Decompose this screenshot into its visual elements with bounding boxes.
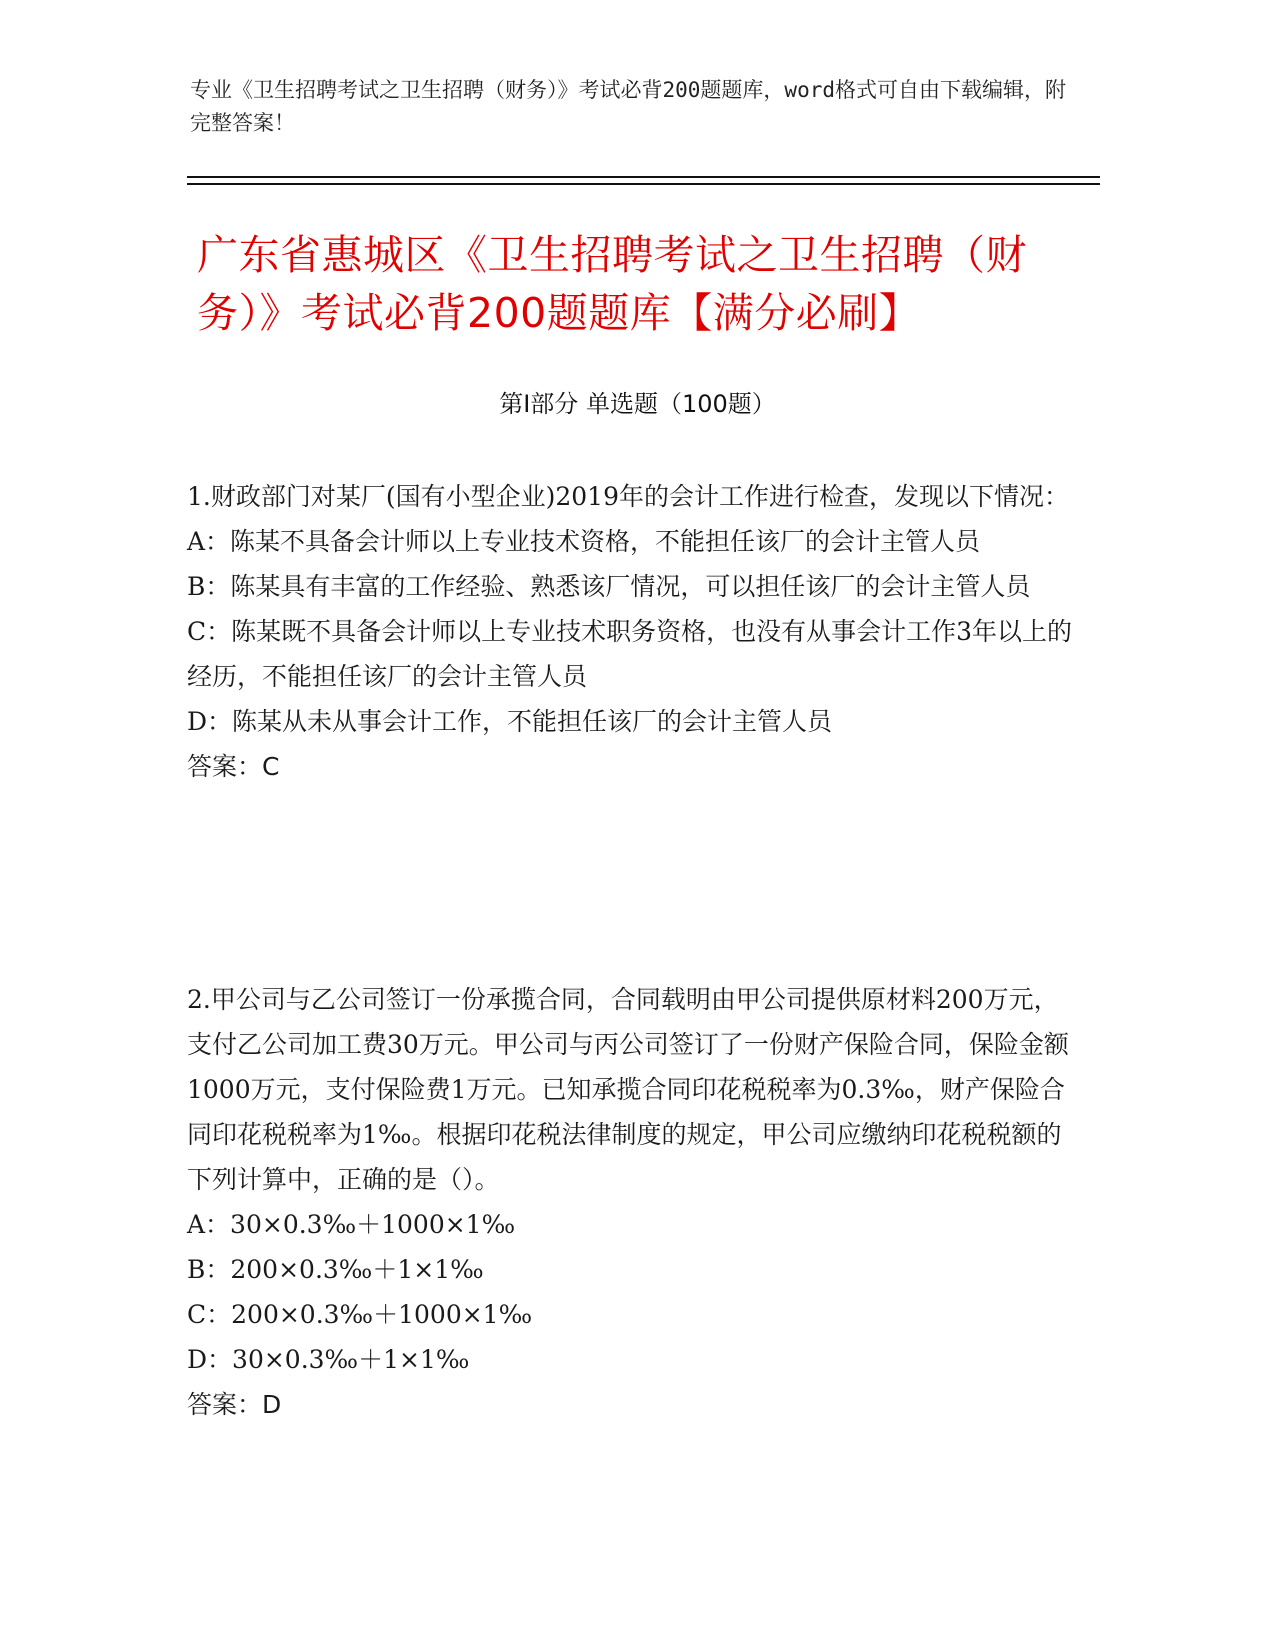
option-c: C：陈某既不具备会计师以上专业技术职务资格，也没有从事会计工作3年以上的经历，不能担任该厂的会计主管人员 [187,617,1073,691]
answer: 答案：C [187,752,280,781]
question-2 [187,977,1077,1427]
option-a: A：陈某不具备会计师以上专业技术资格，不能担任该厂的会计主管人员 [187,527,981,556]
document-title: 广东省惠城区《卫生招聘考试之卫生招聘（财务）》考试必背200题题库【满分必刷】 [197,231,1027,337]
question-stem: 2.甲公司与乙公司签订一份承揽合同，合同载明由甲公司提供原材料200万元，支付乙公司加工费30万元。甲公司与丙公司签订了一份财产保险合同，保险金额1000万元，支付保险费1万元。已知承揽合同印花税税率为0.3‰，财产保险合同印花税税率为1‰。根据印花税法律制度的规定，甲公司应缴纳印花税税额的下列计算中，正确的是（）。 [187,985,1069,1194]
section-title: 第Ⅰ部分 单选题（100题） [499,390,776,418]
header-note: 专业《卫生招聘考试之卫生招聘（财务）》考试必背200题题库，word格式可自由下载编辑，附完整答案！ [190,78,1066,135]
header-divider-top [187,176,1100,178]
option-c: C：200×0.3‰＋1000×1‰ [187,1300,533,1329]
option-a: A：30×0.3‰＋1000×1‰ [187,1210,516,1239]
answer: 答案：D [187,1390,282,1419]
question-1 [187,474,1077,789]
header-divider-bottom [187,183,1100,185]
option-d: D：30×0.3‰＋1×1‰ [187,1345,470,1374]
option-b: B：陈某具有丰富的工作经验、熟悉该厂情况，可以担任该厂的会计主管人员 [187,572,1031,601]
option-d: D：陈某从未从事会计工作，不能担任该厂的会计主管人员 [187,707,833,736]
question-stem: 1.财政部门对某厂(国有小型企业)2019年的会计工作进行检查，发现以下情况： [187,482,1069,511]
option-b: B：200×0.3‰＋1×1‰ [187,1255,484,1284]
